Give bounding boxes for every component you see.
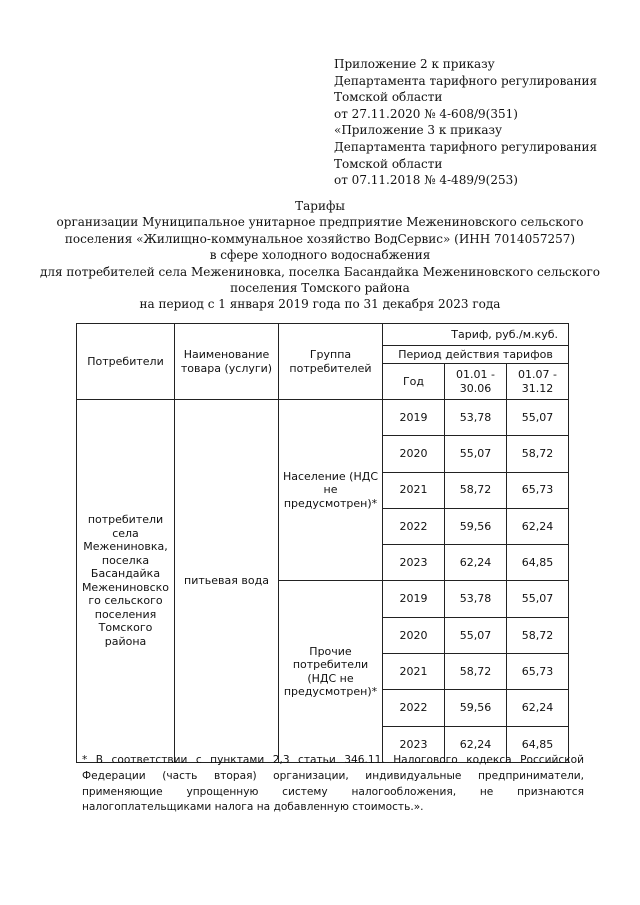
- annex-line: Департамента тарифного регулирования: [334, 139, 598, 154]
- tariff-h1-cell: 62,24: [445, 726, 507, 762]
- document-heading: [40, 198, 600, 313]
- year-cell: 2023: [383, 545, 445, 581]
- tariff-h2-cell: 62,24: [507, 508, 569, 544]
- annex-line: Томской области: [334, 156, 443, 171]
- annex-block: [334, 56, 624, 189]
- tariff-h1-cell: 59,56: [445, 690, 507, 726]
- tariff-h2-cell: 65,73: [507, 654, 569, 690]
- year-cell: 2019: [383, 400, 445, 436]
- tariff-h2-cell: 65,73: [507, 472, 569, 508]
- annex-line: от 07.11.2018 № 4-489/9(253): [334, 173, 518, 188]
- year-cell: 2021: [383, 654, 445, 690]
- tariff-h2-cell: 64,85: [507, 726, 569, 762]
- heading-line: поселения «Жилищно-коммунальное хозяйство ВодСервис» (ИНН 7014057257): [64, 231, 576, 246]
- tariff-h1-cell: 58,72: [445, 472, 507, 508]
- product-cell: питьевая вода: [175, 400, 279, 763]
- year-cell: 2020: [383, 617, 445, 653]
- tariff-h1-cell: 62,24: [445, 545, 507, 581]
- year-cell: 2022: [383, 508, 445, 544]
- header-year: Год: [383, 364, 445, 400]
- tariff-h1-cell: 53,78: [445, 581, 507, 617]
- annex-line: Томской области: [334, 90, 443, 105]
- tariff-h1-cell: 55,07: [445, 436, 507, 472]
- heading-line: поселения Томского района: [230, 281, 410, 296]
- group-cell-other: Прочие потребители (НДС не предусмотрен)*: [279, 581, 383, 762]
- group-cell-population: Население (НДС не предусмотрен)*: [279, 400, 383, 581]
- header-tariff: Тариф, руб./м.куб.: [383, 324, 569, 346]
- heading-line: в сфере холодного водоснабжения: [209, 248, 431, 263]
- heading-line: для потребителей села Межениновка, поселка Басандайка Межениновского сельского: [40, 264, 600, 279]
- tariff-h1-cell: 55,07: [445, 617, 507, 653]
- header-consumers: Потребители: [77, 324, 175, 400]
- heading-line: на период с 1 января 2019 года по 31 декабря 2023 года: [139, 297, 501, 312]
- year-cell: 2021: [383, 472, 445, 508]
- annex-line: от 27.11.2020 № 4-608/9(351): [334, 106, 518, 121]
- year-cell: 2020: [383, 436, 445, 472]
- annex-line: Департамента тарифного регулирования: [334, 73, 598, 88]
- year-cell: 2023: [383, 726, 445, 762]
- header-group: Группа потребителей: [279, 324, 383, 400]
- header-period: Период действия тарифов: [383, 346, 569, 364]
- tariff-h2-cell: 62,24: [507, 690, 569, 726]
- document-title: Тарифы: [295, 199, 345, 213]
- tariff-h1-cell: 59,56: [445, 508, 507, 544]
- heading-line: организации Муниципальное унитарное предприятие Межениновского сельского: [56, 215, 584, 230]
- tariff-h1-cell: 58,72: [445, 654, 507, 690]
- year-cell: 2022: [383, 690, 445, 726]
- tariff-h2-cell: 64,85: [507, 545, 569, 581]
- tariff-h2-cell: 55,07: [507, 400, 569, 436]
- table-row: [77, 400, 569, 436]
- year-cell: 2019: [383, 581, 445, 617]
- tariff-h1-cell: 53,78: [445, 400, 507, 436]
- table-header-row: [77, 324, 569, 346]
- annex-line: «Приложение 3 к приказу: [334, 123, 503, 138]
- tariff-h2-cell: 58,72: [507, 617, 569, 653]
- consumers-cell: потребители села Межениновка, поселка Басандайка Межениновско го сельского поселения Томского района: [77, 400, 175, 763]
- footnote: * В соответствии с пунктами 2,3 статьи 346.11. Налогового кодекса Российской Федерации (часть вторая) организации, индивидуальные предприниматели, применяющие упрощенную систему налогообложения, не признаются налогоплательщиками налога на добавленную стоимость.».: [82, 754, 584, 814]
- tariff-h2-cell: 55,07: [507, 581, 569, 617]
- tariff-table: [76, 323, 569, 763]
- header-second-half: 01.07 - 31.12: [507, 364, 569, 400]
- annex-line: Приложение 2 к приказу: [334, 57, 495, 71]
- header-first-half: 01.01 - 30.06: [445, 364, 507, 400]
- header-product: Наименование товара (услуги): [175, 324, 279, 400]
- tariff-h2-cell: 58,72: [507, 436, 569, 472]
